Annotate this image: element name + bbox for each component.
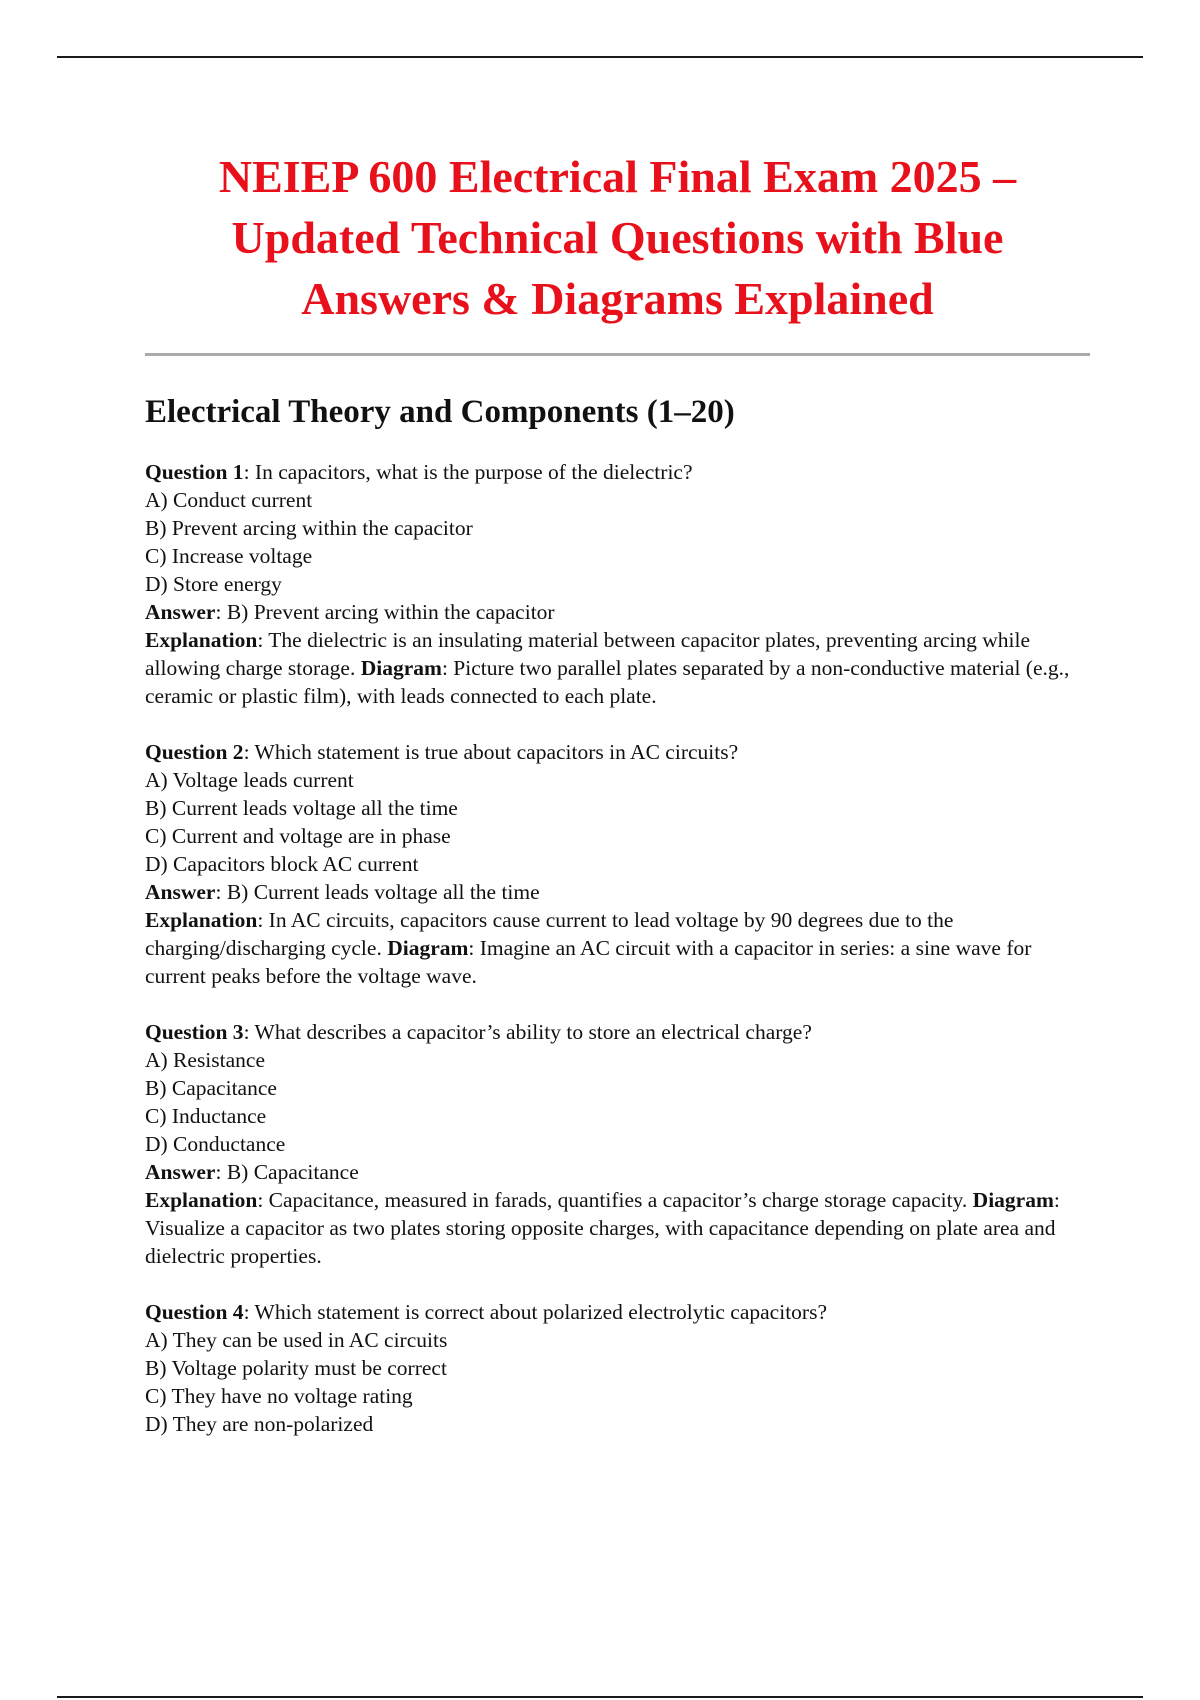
diagram-label: Diagram	[972, 1188, 1054, 1212]
explanation-label: Explanation	[145, 628, 258, 652]
option-a: A) Voltage leads current	[145, 768, 354, 792]
explanation-paragraph	[145, 1186, 1090, 1270]
option-d: D) Conductance	[145, 1132, 286, 1156]
question-3	[145, 1018, 1090, 1270]
option-b: B) Voltage polarity must be correct	[145, 1356, 447, 1380]
explanation-paragraph	[145, 626, 1090, 710]
question-label: Question 3	[145, 1020, 244, 1044]
option-d: D) Capacitors block AC current	[145, 852, 419, 876]
explanation-text: : Capacitance, measured in farads, quantifies a capacitor’s charge storage capacity.	[257, 1188, 973, 1212]
question-text: : Which statement is true about capacitors in AC circuits?	[243, 740, 739, 764]
bottom-rule	[57, 1696, 1143, 1698]
answer-label: Answer	[145, 600, 216, 624]
answer-line	[145, 598, 1090, 626]
question-prompt	[145, 458, 1090, 486]
diagram-text: : Imagine an AC circuit with a capacitor in series: a sine wave for current peaks before the voltage wave.	[145, 936, 1032, 988]
question-label: Question 4	[145, 1300, 244, 1324]
option-d: D) Store energy	[145, 572, 282, 596]
title-divider	[145, 353, 1090, 356]
answer-text: : B) Capacitance	[215, 1160, 359, 1184]
option-a: A) Conduct current	[145, 488, 313, 512]
question-list	[145, 458, 1090, 1438]
option-c: C) Inductance	[145, 1104, 267, 1128]
diagram-label: Diagram	[387, 936, 469, 960]
option-d: D) They are non-polarized	[145, 1412, 374, 1436]
question-prompt	[145, 1018, 1090, 1046]
diagram-label: Diagram	[360, 656, 442, 680]
answer-line	[145, 878, 1090, 906]
question-text: : Which statement is correct about polarized electrolytic capacitors?	[243, 1300, 827, 1324]
question-4	[145, 1298, 1090, 1438]
diagram-text: : Picture two parallel plates separated by a non-conductive material (e.g., ceramic or plastic film), with leads connected to each plate.	[145, 656, 1070, 708]
page-content	[145, 146, 1090, 1438]
option-b: B) Prevent arcing within the capacitor	[145, 516, 473, 540]
explanation-text: : In AC circuits, capacitors cause current to lead voltage by 90 degrees due to the charging/discharging cycle.	[145, 908, 954, 960]
answer-label: Answer	[145, 1160, 216, 1184]
question-prompt	[145, 1298, 1090, 1326]
option-c: C) They have no voltage rating	[145, 1384, 413, 1408]
section-heading: Electrical Theory and Components (1–20)	[145, 394, 735, 430]
option-b: B) Current leads voltage all the time	[145, 796, 458, 820]
option-c: C) Current and voltage are in phase	[145, 824, 451, 848]
diagram-text: : Visualize a capacitor as two plates storing opposite charges, with capacitance depending on plate area and dielectric properties.	[145, 1188, 1060, 1268]
answer-text: : B) Current leads voltage all the time	[215, 880, 540, 904]
top-rule	[57, 56, 1143, 58]
question-text: : In capacitors, what is the purpose of the dielectric?	[243, 460, 693, 484]
question-text: : What describes a capacitor’s ability to store an electrical charge?	[243, 1020, 812, 1044]
explanation-label: Explanation	[145, 1188, 258, 1212]
answer-label: Answer	[145, 880, 216, 904]
explanation-paragraph	[145, 906, 1090, 990]
question-2	[145, 738, 1090, 990]
document-title: NEIEP 600 Electrical Final Exam 2025 – Updated Technical Questions with Blue Answers & Diagrams Explained	[218, 151, 1017, 324]
question-label: Question 2	[145, 740, 244, 764]
option-a: A) They can be used in AC circuits	[145, 1328, 448, 1352]
explanation-label: Explanation	[145, 908, 258, 932]
answer-text: : B) Prevent arcing within the capacitor	[215, 600, 555, 624]
option-b: B) Capacitance	[145, 1076, 277, 1100]
answer-line	[145, 1158, 1090, 1186]
question-prompt	[145, 738, 1090, 766]
question-label: Question 1	[145, 460, 244, 484]
explanation-text: : The dielectric is an insulating material between capacitor plates, preventing arcing while allowing charge storage.	[145, 628, 1031, 680]
option-c: C) Increase voltage	[145, 544, 313, 568]
option-a: A) Resistance	[145, 1048, 266, 1072]
question-1	[145, 458, 1090, 710]
